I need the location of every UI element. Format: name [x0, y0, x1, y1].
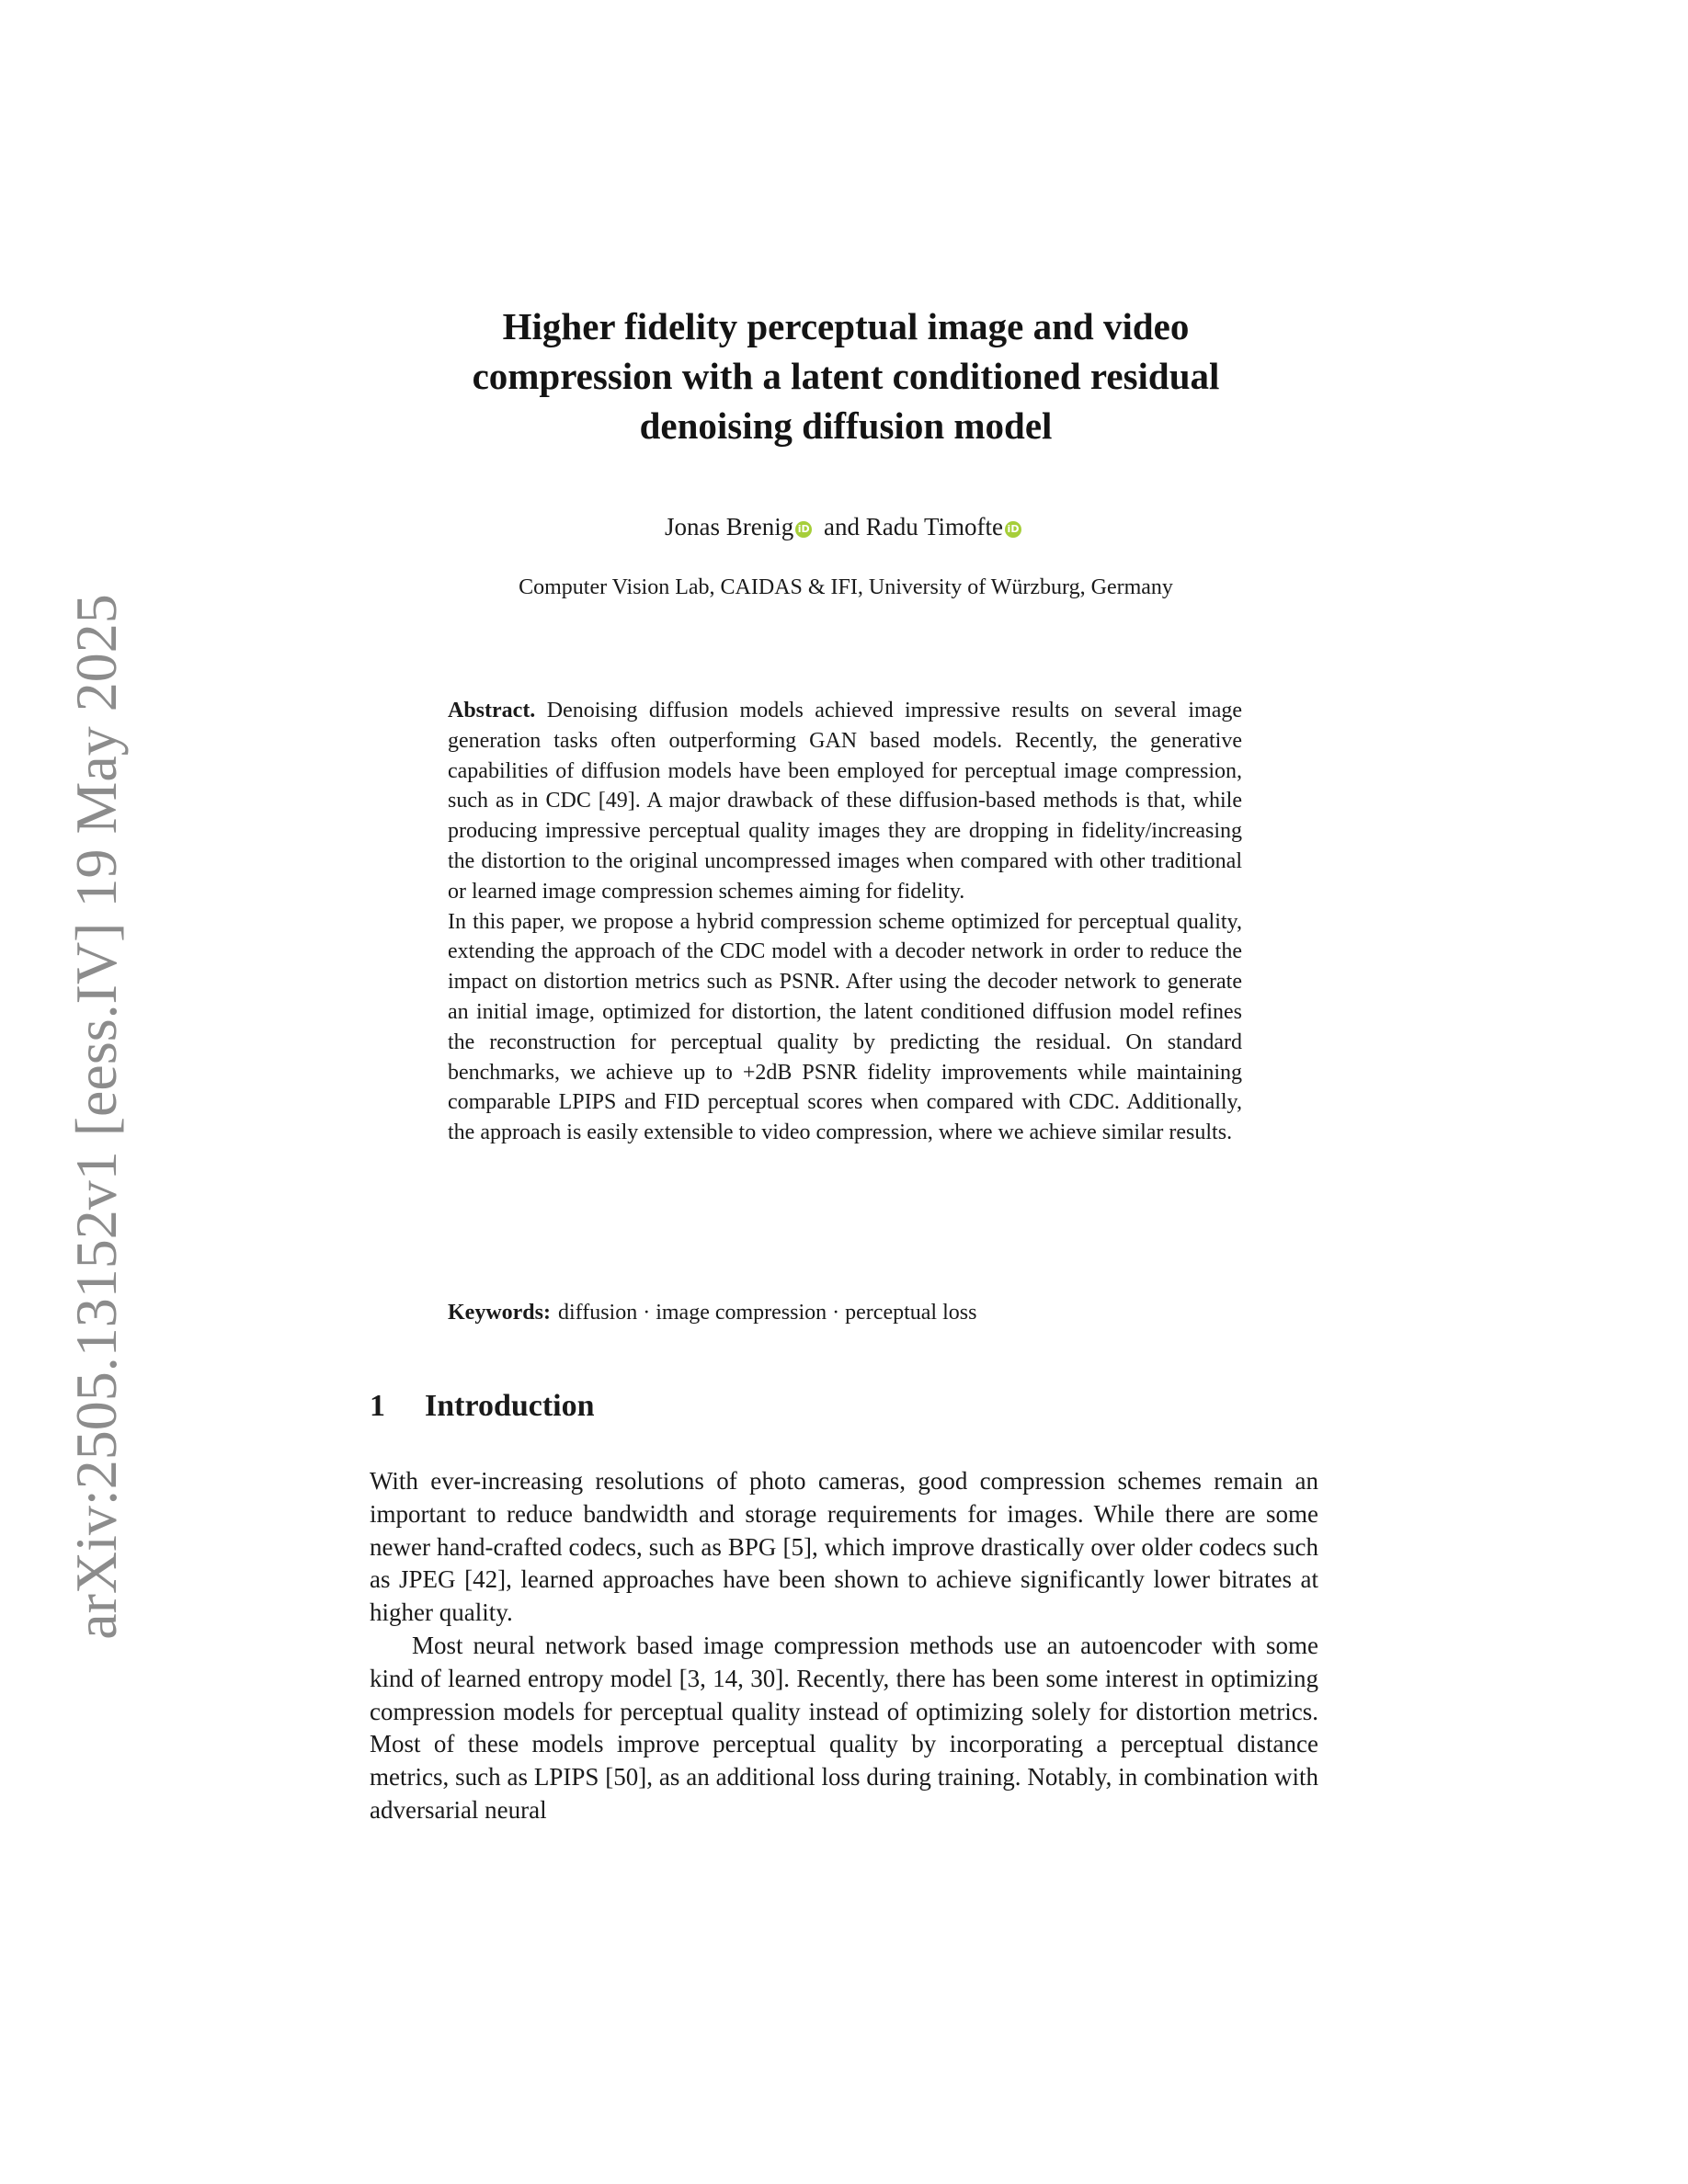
affiliation: Computer Vision Lab, CAIDAS & IFI, University of Würzburg, Germany [519, 575, 1173, 599]
orcid-icon[interactable]: iD [1005, 521, 1021, 538]
keywords [448, 1298, 1242, 1327]
abstract-label: Abstract. [448, 699, 536, 722]
title-line: compression with a latent conditioned residual [472, 355, 1220, 397]
abstract [448, 696, 1242, 1148]
orcid-icon[interactable]: iD [795, 521, 812, 538]
author-connector: and [823, 513, 860, 540]
author-name[interactable]: Jonas Brenig [665, 513, 794, 540]
paper-title [386, 301, 1306, 450]
section-body [370, 1465, 1318, 1827]
abstract-paragraph [448, 696, 1242, 907]
keywords-text: diffusion · image compression · perceptual loss [557, 1301, 977, 1325]
arxiv-identifier: arXiv:2505.13152v1 [eess.IV] 19 May 2025 [63, 594, 129, 1640]
body-paragraph: Most neural network based image compression methods use an autoencoder with some kind of learned entropy model [3, 14, 30]. Recently, there has been some interest in optimizing compression models for perceptual quality instead of optimizing solely for distortion metrics. Most of these models improve perceptual quality by incorporating a perceptual distance metrics, such as LPIPS [50], as an additional loss during training. Notably, in combination with adversarial neural [370, 1631, 1318, 1824]
abstract-text: Denoising diffusion models achieved impressive results on several image generation tasks often outperforming GAN based models. Recently, the generative capabilities of diffusion models have been employed for perceptual image compression, such as in CDC [49]. A major drawback of these diffusion-based methods is that, while producing impressive perceptual quality images they are dropping in fidelity/increasing the distortion to the original uncompressed images when compared with other traditional or learned image compression schemes aiming for fidelity. [448, 699, 1243, 904]
body-paragraph: With ever-increasing resolutions of photo cameras, good compression schemes remain an important to reduce bandwidth and storage requirements for images. While there are some newer hand-crafted codecs, such as BPG [5], which improve drastically over older codecs such as JPEG [42], learned approaches have been shown to achieve significantly lower bitrates at higher quality. [370, 1467, 1318, 1627]
section-number: 1 [370, 1389, 385, 1423]
title-line: Higher fidelity perceptual image and video [502, 305, 1190, 347]
section-title: Introduction [425, 1389, 595, 1423]
author-list [386, 511, 1306, 542]
author-name[interactable]: Radu Timofte [865, 513, 1003, 540]
abstract-paragraph: In this paper, we propose a hybrid compression scheme optimized for perceptual quality, extending the approach of the CDC model with a decoder network in order to reduce the impact on distortion metrics such as PSNR. After using the decoder network to generate an initial image, optimized for distortion, the latent conditioned diffusion model refines the reconstruction for perceptual quality by predicting the residual. On standard benchmarks, we achieve up to +2dB PSNR fidelity improvements while maintaining comparable LPIPS and FID perceptual scores when compared with CDC. Additionally, the approach is easily extensible to video compression, where we achieve similar results. [448, 909, 1242, 1145]
keywords-label: Keywords: [448, 1301, 551, 1325]
title-line: denoising diffusion model [639, 404, 1053, 447]
section-heading [370, 1388, 595, 1425]
